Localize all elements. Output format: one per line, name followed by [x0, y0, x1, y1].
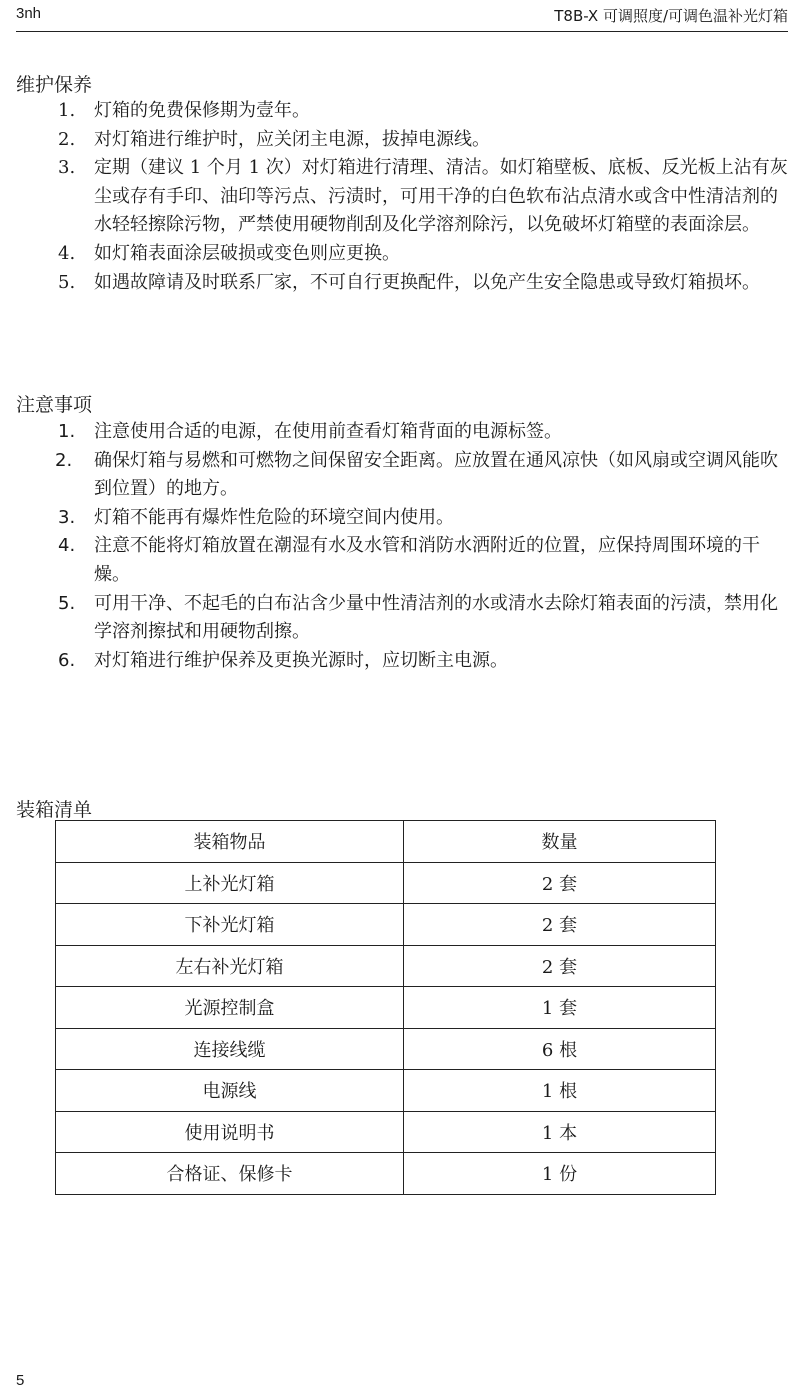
quantity-cell: 2 套: [404, 862, 716, 904]
item-text: 如灯箱表面涂层破损或变色则应更换。: [94, 242, 400, 264]
packing-section-title: 装箱清单: [16, 799, 93, 821]
list-item: [58, 647, 788, 676]
item-text: 对灯箱进行维护保养及更换光源时，应切断主电源。: [94, 649, 508, 671]
page-number: 5: [16, 1372, 25, 1389]
item-number: 5.: [58, 271, 76, 293]
quantity-cell: 6 根: [404, 1028, 716, 1070]
table-row: [56, 945, 716, 987]
item-number: 3.: [58, 506, 76, 528]
quantity-cell: 1 本: [404, 1111, 716, 1153]
item-number: 2.: [58, 128, 76, 150]
item-cell: 合格证、保修卡: [56, 1153, 404, 1195]
item-number: 5.: [58, 592, 76, 614]
list-item: [58, 590, 788, 647]
item-cell: 连接线缆: [56, 1028, 404, 1070]
column-header-item: 装箱物品: [56, 821, 404, 863]
table-header-row: [56, 821, 716, 863]
maintenance-list: [58, 97, 788, 297]
quantity-cell: 1 份: [404, 1153, 716, 1195]
list-item: [58, 126, 788, 155]
table-row: [56, 987, 716, 1029]
page-header: [16, 0, 788, 32]
item-text: 如遇故障请及时联系厂家，不可自行更换配件，以免产生安全隐患或导致灯箱损坏。: [94, 271, 760, 293]
item-cell: 左右补光灯箱: [56, 945, 404, 987]
item-number: 4.: [58, 535, 76, 557]
item-text: 注意使用合适的电源，在使用前查看灯箱背面的电源标签。: [94, 421, 562, 442]
list-item: [58, 269, 788, 298]
item-number: 2.: [55, 449, 73, 471]
item-text: 确保灯箱与易燃和可燃物之间保留安全距离。应放置在通风凉快（如风扇或空调风能吹到位置）的地方。: [94, 449, 778, 500]
item-number: 4.: [58, 242, 76, 264]
item-text: 灯箱不能再有爆炸性危险的环境空间内使用。: [94, 506, 454, 528]
table-row: [56, 862, 716, 904]
table-row: [56, 1153, 716, 1195]
table-row: [56, 1070, 716, 1112]
item-cell: 电源线: [56, 1070, 404, 1112]
list-item: [58, 97, 788, 126]
list-item: [58, 532, 788, 589]
item-cell: 上补光灯箱: [56, 862, 404, 904]
notes-list: [55, 418, 788, 675]
table-row: [56, 1111, 716, 1153]
item-text: 对灯箱进行维护时，应关闭主电源，拔掉电源线。: [94, 128, 490, 150]
list-item: [58, 154, 788, 240]
packing-list-table: [55, 820, 716, 1195]
item-text: 定期（建议 1 个月 1 次）对灯箱进行清理、清洁。如灯箱壁板、底板、反光板上沾有灰尘或存有手印、油印等污点、污渍时，可用干净的白色软布沾点清水或含中性清洁剂的水轻轻擦除污物，严禁使用硬物削刮及化学溶剂除污，以免破坏灯箱壁的表面涂层。: [94, 157, 788, 236]
item-number: 6.: [58, 649, 76, 671]
quantity-cell: 1 根: [404, 1070, 716, 1112]
item-number: 3.: [58, 157, 76, 179]
quantity-cell: 2 套: [404, 904, 716, 946]
item-number: 1.: [58, 100, 76, 121]
notes-section-title: 注意事项: [16, 394, 93, 416]
maintenance-section-title: 维护保养: [16, 74, 93, 96]
list-item: [58, 504, 788, 533]
item-text: 灯箱的免费保修期为壹年。: [94, 100, 310, 121]
item-number: 1.: [58, 421, 76, 442]
list-item: [58, 240, 788, 269]
item-text: 注意不能将灯箱放置在潮湿有水及水管和消防水洒附近的位置，应保持周围环境的干燥。: [94, 535, 760, 585]
item-cell: 光源控制盒: [56, 987, 404, 1029]
item-cell: 下补光灯箱: [56, 904, 404, 946]
table-row: [56, 904, 716, 946]
brand-name: 3nh: [16, 5, 42, 22]
document-title: T8B-X 可调照度/可调色温补光灯箱: [554, 7, 788, 25]
list-item: [55, 447, 788, 504]
column-header-quantity: 数量: [404, 821, 716, 863]
quantity-cell: 1 套: [404, 987, 716, 1029]
list-item: [58, 418, 788, 447]
table-row: [56, 1028, 716, 1070]
quantity-cell: 2 套: [404, 945, 716, 987]
item-cell: 使用说明书: [56, 1111, 404, 1153]
item-text: 可用干净、不起毛的白布沾含少量中性清洁剂的水或清水去除灯箱表面的污渍，禁用化学溶剂擦拭和用硬物刮擦。: [94, 592, 778, 643]
